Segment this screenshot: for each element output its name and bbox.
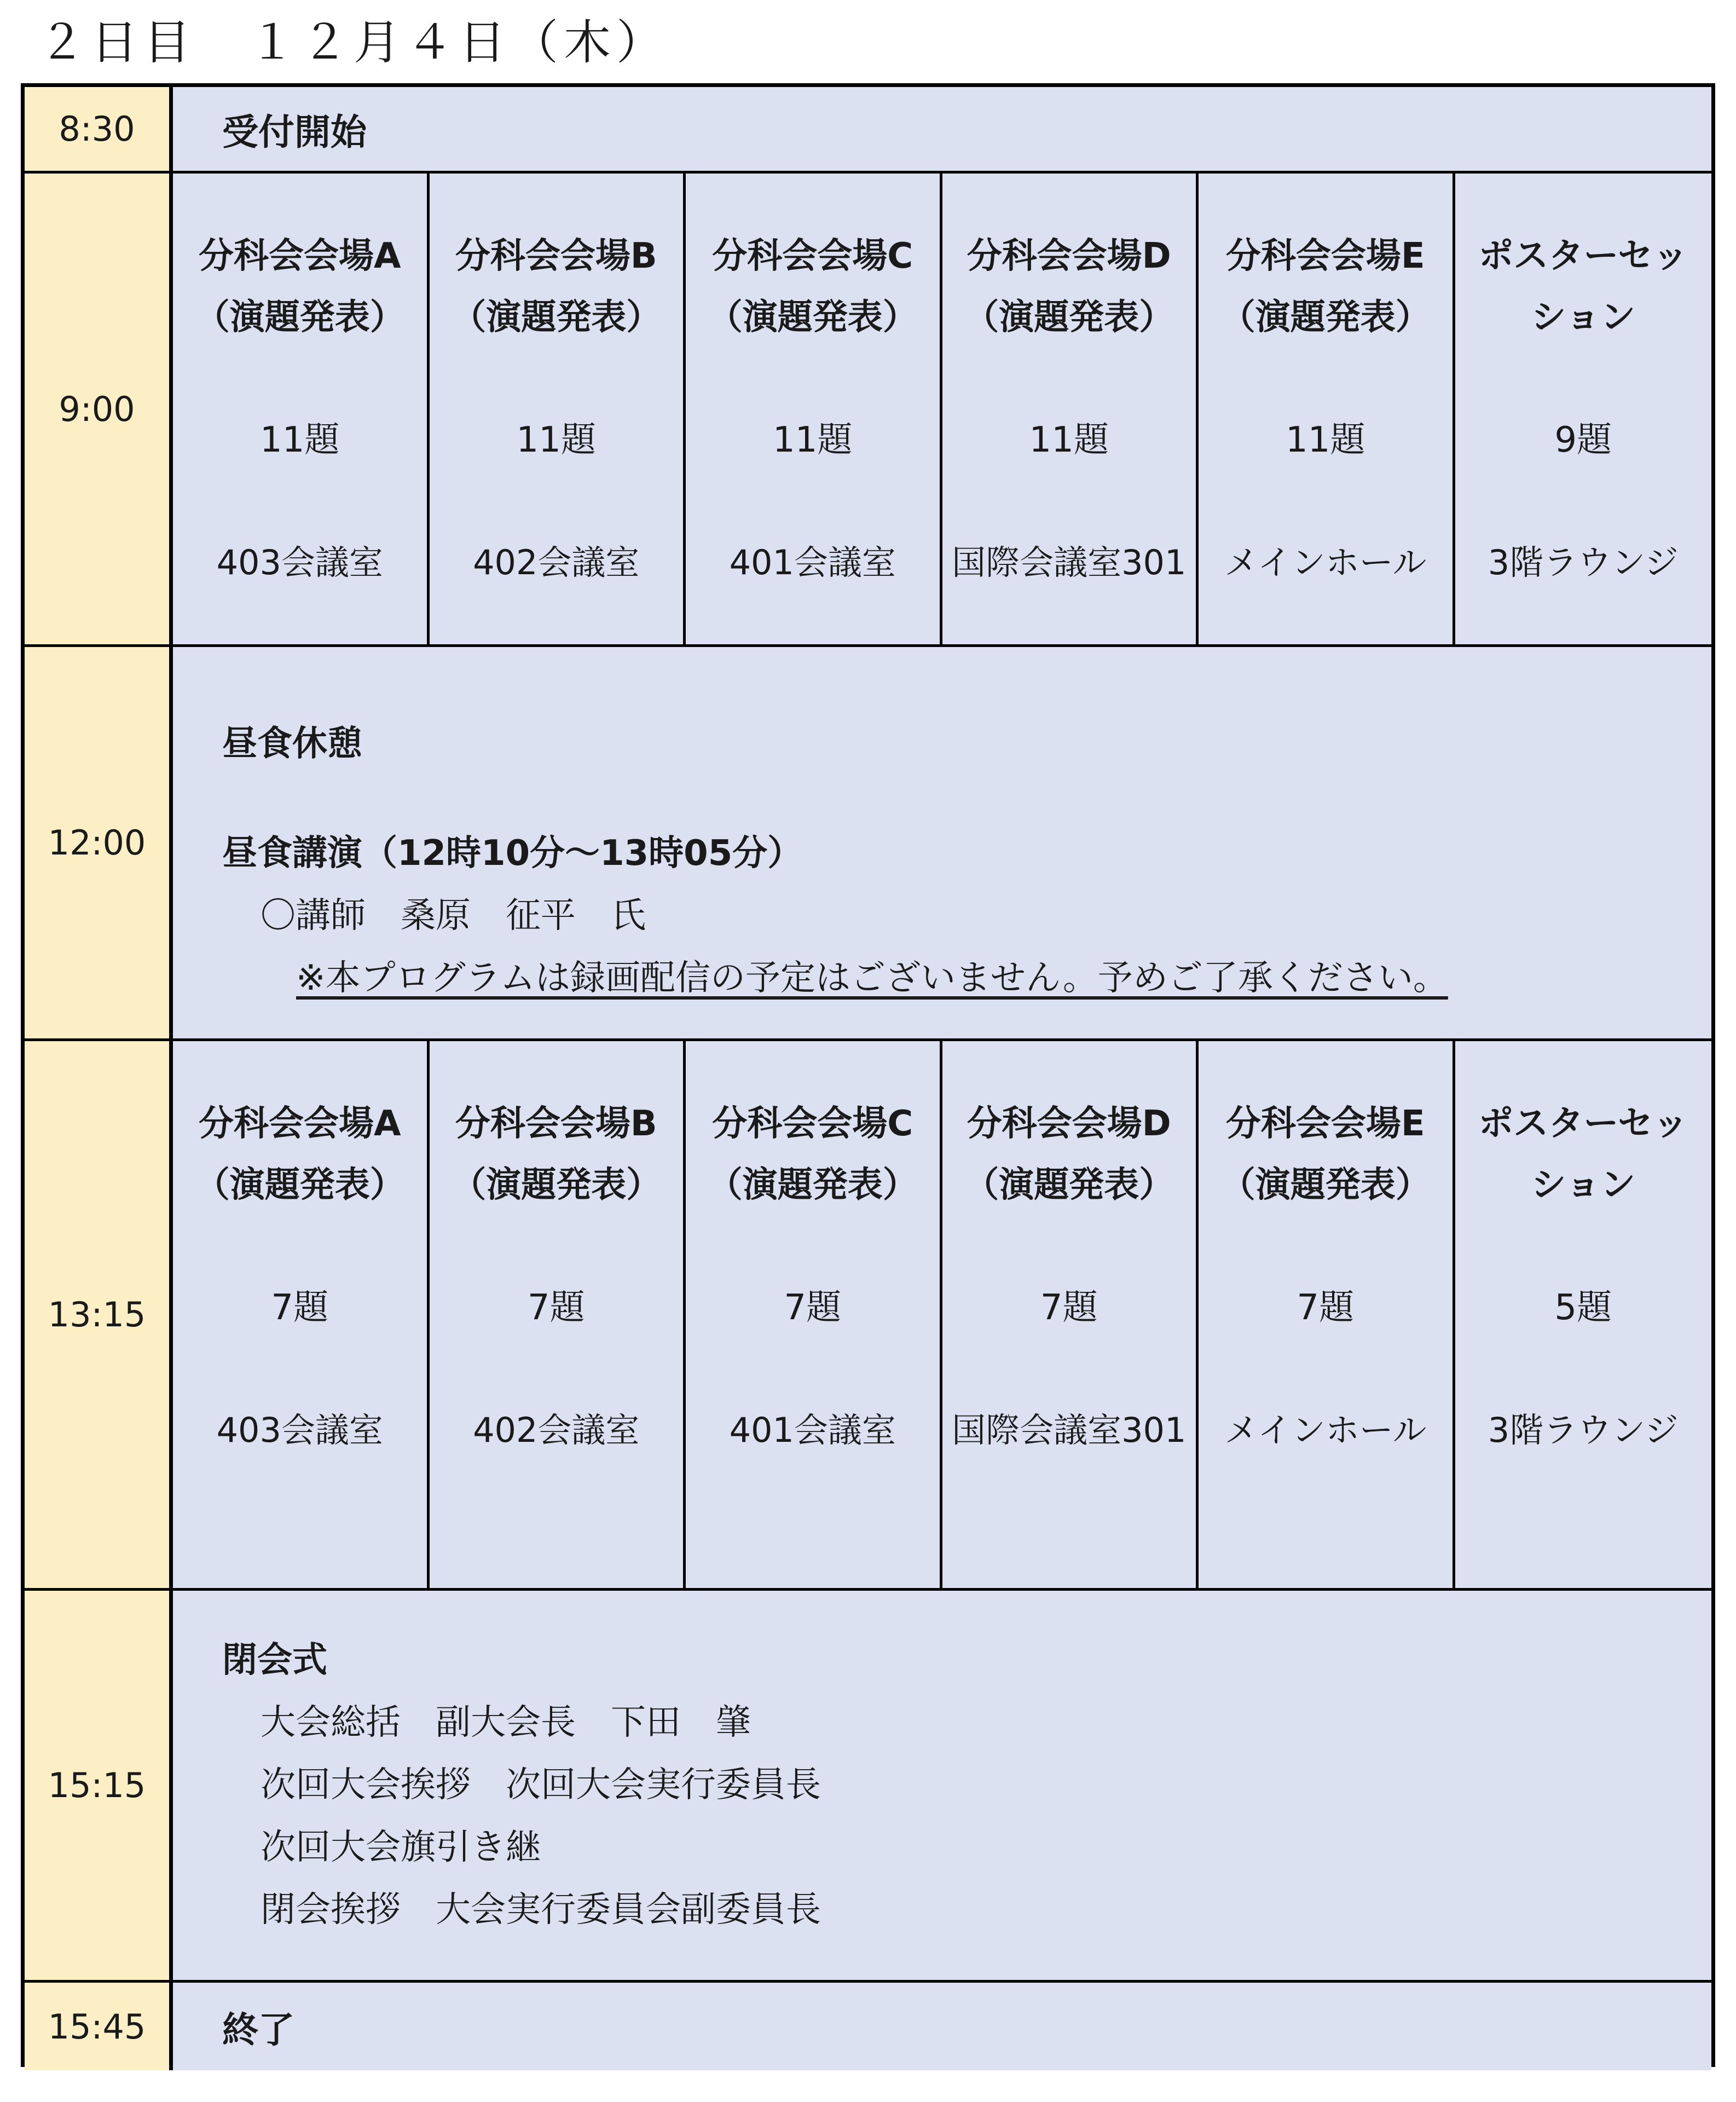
session-room: メインホール [1224, 542, 1427, 582]
session-room: 3階ラウンジ [1488, 1410, 1679, 1450]
session-room: 403会議室 [216, 542, 383, 582]
closing-title: 閉会式 [222, 1640, 327, 1681]
closing-item: 閉会挨拶 大会実行委員会副委員長 [261, 1890, 821, 1930]
session-card [430, 1041, 686, 1588]
session-type: （演題発表） [707, 1165, 918, 1205]
time-cell-morning: 9:00 [25, 174, 173, 647]
session-room: 401会議室 [729, 1410, 896, 1450]
closing-item: 次回大会挨拶 次回大会実行委員長 [261, 1765, 821, 1805]
session-room: 401会議室 [729, 542, 896, 582]
session-name: 分科会会場D [967, 236, 1171, 276]
session-card [1199, 174, 1455, 644]
session-name: 分科会会場B [455, 1104, 657, 1144]
session-count: 7題 [527, 1287, 585, 1328]
session-card [1199, 1041, 1455, 1588]
lunch-note: ※本プログラムは録画配信の予定はございません。予めご了承ください。 [296, 958, 1448, 998]
reception-cell [173, 87, 1711, 174]
session-type: （演題発表） [451, 1165, 662, 1205]
closing-item: 次回大会旗引き継 [261, 1827, 541, 1868]
afternoon-sessions [173, 1041, 1711, 1591]
session-card [686, 174, 942, 644]
session-name: 分科会会場A [198, 1104, 401, 1144]
session-room: 国際会議室301 [952, 1410, 1187, 1450]
morning-sessions [173, 174, 1711, 647]
session-count: 7題 [1297, 1287, 1355, 1328]
session-name: 分科会会場A [198, 236, 401, 276]
session-card [1455, 1041, 1712, 1588]
session-type: （演題発表） [451, 297, 662, 338]
session-room: 402会議室 [473, 1410, 640, 1450]
session-count: 11題 [773, 420, 853, 460]
session-count: 7題 [1040, 1287, 1098, 1328]
session-type: （演題発表） [707, 297, 918, 338]
session-count: 11題 [1286, 420, 1365, 460]
session-card [942, 1041, 1199, 1588]
session-type: （演題発表） [964, 1165, 1174, 1205]
closing-cell [173, 1591, 1711, 1983]
session-name: 分科会会場B [455, 236, 657, 276]
session-count: 7題 [784, 1287, 842, 1328]
session-count: 11題 [260, 420, 340, 460]
end-label: 終了 [222, 2008, 294, 2051]
session-count: 9題 [1554, 420, 1612, 460]
session-type: ション [1531, 297, 1636, 338]
session-type: ション [1531, 1165, 1636, 1205]
session-room: メインホール [1224, 1410, 1427, 1450]
session-name: ポスターセッ [1478, 236, 1688, 276]
session-room: 国際会議室301 [952, 542, 1187, 582]
time-cell-lunch: 12:00 [25, 647, 173, 1041]
session-room: 402会議室 [473, 542, 640, 582]
time-cell-closing: 15:15 [25, 1591, 173, 1983]
closing-item: 大会総括 副大会長 下田 肇 [261, 1702, 751, 1743]
session-type: （演題発表） [1220, 297, 1431, 338]
session-name: 分科会会場C [712, 1104, 913, 1144]
session-count: 11題 [516, 420, 596, 460]
session-type: （演題発表） [964, 297, 1174, 338]
session-name: 分科会会場E [1225, 1104, 1425, 1144]
session-card [173, 1041, 430, 1588]
time-cell-end: 15:45 [25, 1983, 173, 2070]
page-title: ２日目 １２月４日（木） [38, 15, 669, 70]
session-type: （演題発表） [194, 1165, 405, 1205]
session-name: ポスターセッ [1478, 1104, 1688, 1144]
lunch-lecturer: 〇講師 桑原 征平 氏 [261, 896, 646, 936]
session-card [430, 174, 686, 644]
session-card [1455, 174, 1712, 644]
session-count: 5題 [1554, 1287, 1612, 1328]
session-name: 分科会会場E [1225, 236, 1425, 276]
schedule-table [21, 83, 1715, 2067]
lunch-cell [173, 647, 1711, 1041]
session-type: （演題発表） [1220, 1165, 1431, 1205]
session-count: 7題 [271, 1287, 329, 1328]
session-card [173, 174, 430, 644]
session-room: 403会議室 [216, 1410, 383, 1450]
time-cell-afternoon: 13:15 [25, 1041, 173, 1591]
session-card [686, 1041, 942, 1588]
lunch-lecture-title: 昼食講演（12時10分～13時05分） [222, 833, 803, 874]
lunch-break-label: 昼食休憩 [222, 724, 362, 764]
end-cell [173, 1983, 1711, 2070]
session-count: 11題 [1029, 420, 1109, 460]
session-card [942, 174, 1199, 644]
session-name: 分科会会場D [967, 1104, 1171, 1144]
reception-label: 受付開始 [222, 111, 367, 153]
session-room: 3階ラウンジ [1488, 542, 1679, 582]
session-name: 分科会会場C [712, 236, 913, 276]
time-cell-reception: 8:30 [25, 87, 173, 174]
session-type: （演題発表） [194, 297, 405, 338]
